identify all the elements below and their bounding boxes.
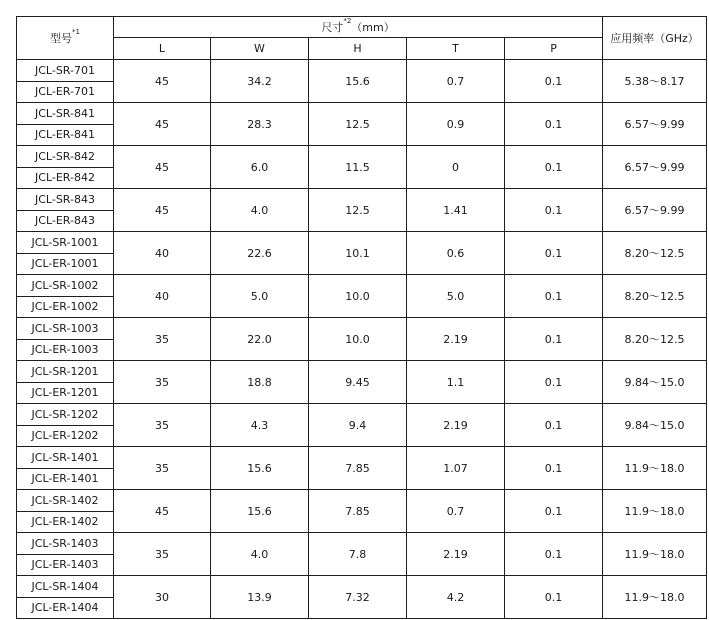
cell-w: 4.3	[211, 404, 309, 447]
table-header	[17, 17, 707, 60]
cell-w: 4.0	[211, 533, 309, 576]
cell-h: 10.0	[309, 275, 407, 318]
cell-t: 2.19	[407, 533, 505, 576]
cell-h: 10.1	[309, 232, 407, 275]
cell-frequency: 11.9～18.0	[603, 576, 707, 619]
cell-model-er: JCL-ER-1001	[17, 253, 114, 275]
header-col-w: W	[211, 38, 309, 60]
cell-model-sr: JCL-SR-701	[17, 60, 114, 82]
table-row	[17, 103, 707, 125]
cell-model-sr: JCL-SR-843	[17, 189, 114, 211]
cell-frequency: 5.38～8.17	[603, 60, 707, 103]
header-col-l: L	[114, 38, 211, 60]
cell-w: 13.9	[211, 576, 309, 619]
cell-frequency: 11.9～18.0	[603, 447, 707, 490]
cell-w: 15.6	[211, 490, 309, 533]
cell-p: 0.1	[505, 232, 603, 275]
cell-w: 34.2	[211, 60, 309, 103]
cell-t: 0.9	[407, 103, 505, 146]
table-row	[17, 576, 707, 598]
cell-model-sr: JCL-SR-841	[17, 103, 114, 125]
table-body	[17, 60, 707, 619]
cell-model-er: JCL-ER-1002	[17, 296, 114, 318]
cell-frequency: 8.20～12.5	[603, 318, 707, 361]
table-row	[17, 232, 707, 254]
header-model-note: *1	[72, 28, 80, 36]
cell-model-er: JCL-ER-1401	[17, 468, 114, 490]
cell-l: 45	[114, 146, 211, 189]
cell-w: 5.0	[211, 275, 309, 318]
cell-h: 7.32	[309, 576, 407, 619]
cell-t: 0.7	[407, 490, 505, 533]
cell-model-sr: JCL-SR-1404	[17, 576, 114, 598]
cell-frequency: 11.9～18.0	[603, 533, 707, 576]
header-dimension-note: *2	[343, 17, 352, 25]
cell-l: 35	[114, 533, 211, 576]
table-row	[17, 275, 707, 297]
cell-model-er: JCL-ER-842	[17, 167, 114, 189]
cell-model-er: JCL-ER-1201	[17, 382, 114, 404]
cell-h: 9.45	[309, 361, 407, 404]
cell-model-er: JCL-ER-1202	[17, 425, 114, 447]
cell-p: 0.1	[505, 490, 603, 533]
cell-p: 0.1	[505, 533, 603, 576]
cell-frequency: 6.57～9.99	[603, 146, 707, 189]
cell-model-sr: JCL-SR-1201	[17, 361, 114, 383]
spec-table	[16, 16, 707, 619]
cell-frequency: 6.57～9.99	[603, 103, 707, 146]
cell-t: 0.6	[407, 232, 505, 275]
cell-model-er: JCL-ER-1404	[17, 597, 114, 619]
cell-l: 45	[114, 103, 211, 146]
cell-model-er: JCL-ER-1402	[17, 511, 114, 533]
cell-p: 0.1	[505, 404, 603, 447]
cell-frequency: 6.57～9.99	[603, 189, 707, 232]
cell-model-er: JCL-ER-1003	[17, 339, 114, 361]
cell-l: 45	[114, 60, 211, 103]
cell-t: 0.7	[407, 60, 505, 103]
cell-p: 0.1	[505, 103, 603, 146]
header-dimension-label: 尺寸	[321, 21, 344, 34]
cell-model-er: JCL-ER-1403	[17, 554, 114, 576]
table-row	[17, 361, 707, 383]
cell-h: 11.5	[309, 146, 407, 189]
cell-model-er: JCL-ER-841	[17, 124, 114, 146]
cell-w: 28.3	[211, 103, 309, 146]
cell-t: 1.41	[407, 189, 505, 232]
cell-w: 6.0	[211, 146, 309, 189]
cell-p: 0.1	[505, 318, 603, 361]
cell-t: 5.0	[407, 275, 505, 318]
cell-h: 7.8	[309, 533, 407, 576]
cell-l: 35	[114, 361, 211, 404]
cell-l: 40	[114, 232, 211, 275]
cell-model-sr: JCL-SR-1401	[17, 447, 114, 469]
cell-p: 0.1	[505, 361, 603, 404]
table-row	[17, 318, 707, 340]
cell-p: 0.1	[505, 275, 603, 318]
table-row	[17, 490, 707, 512]
cell-model-er: JCL-ER-843	[17, 210, 114, 232]
cell-frequency: 11.9～18.0	[603, 490, 707, 533]
header-model	[17, 17, 114, 60]
cell-p: 0.1	[505, 189, 603, 232]
cell-w: 22.6	[211, 232, 309, 275]
cell-h: 10.0	[309, 318, 407, 361]
table-row	[17, 146, 707, 168]
header-frequency: 应用频率（GHz）	[603, 17, 707, 60]
cell-l: 35	[114, 404, 211, 447]
cell-l: 45	[114, 490, 211, 533]
cell-h: 7.85	[309, 447, 407, 490]
cell-model-sr: JCL-SR-1001	[17, 232, 114, 254]
cell-l: 40	[114, 275, 211, 318]
cell-p: 0.1	[505, 447, 603, 490]
cell-model-sr: JCL-SR-1002	[17, 275, 114, 297]
cell-model-sr: JCL-SR-1202	[17, 404, 114, 426]
cell-w: 22.0	[211, 318, 309, 361]
header-dimension-unit: （mm）	[351, 21, 395, 34]
cell-p: 0.1	[505, 60, 603, 103]
header-model-label: 型号	[50, 32, 73, 45]
cell-t: 2.19	[407, 318, 505, 361]
cell-w: 4.0	[211, 189, 309, 232]
cell-frequency: 9.84～15.0	[603, 361, 707, 404]
cell-w: 18.8	[211, 361, 309, 404]
cell-frequency: 8.20～12.5	[603, 275, 707, 318]
cell-h: 12.5	[309, 189, 407, 232]
cell-p: 0.1	[505, 576, 603, 619]
table-row	[17, 447, 707, 469]
cell-h: 15.6	[309, 60, 407, 103]
cell-model-sr: JCL-SR-1402	[17, 490, 114, 512]
header-col-t: T	[407, 38, 505, 60]
cell-l: 35	[114, 447, 211, 490]
table-row	[17, 533, 707, 555]
cell-p: 0.1	[505, 146, 603, 189]
cell-h: 12.5	[309, 103, 407, 146]
cell-model-er: JCL-ER-701	[17, 81, 114, 103]
table-row	[17, 189, 707, 211]
header-dimension	[114, 17, 603, 38]
cell-frequency: 8.20～12.5	[603, 232, 707, 275]
cell-model-sr: JCL-SR-1003	[17, 318, 114, 340]
cell-model-sr: JCL-SR-1403	[17, 533, 114, 555]
cell-l: 30	[114, 576, 211, 619]
header-col-h: H	[309, 38, 407, 60]
cell-t: 2.19	[407, 404, 505, 447]
header-col-p: P	[505, 38, 603, 60]
table-row	[17, 404, 707, 426]
cell-frequency: 9.84～15.0	[603, 404, 707, 447]
cell-t: 1.1	[407, 361, 505, 404]
cell-h: 9.4	[309, 404, 407, 447]
cell-model-sr: JCL-SR-842	[17, 146, 114, 168]
cell-h: 7.85	[309, 490, 407, 533]
cell-t: 0	[407, 146, 505, 189]
cell-l: 35	[114, 318, 211, 361]
cell-t: 4.2	[407, 576, 505, 619]
cell-w: 15.6	[211, 447, 309, 490]
cell-l: 45	[114, 189, 211, 232]
cell-t: 1.07	[407, 447, 505, 490]
table-row	[17, 60, 707, 82]
